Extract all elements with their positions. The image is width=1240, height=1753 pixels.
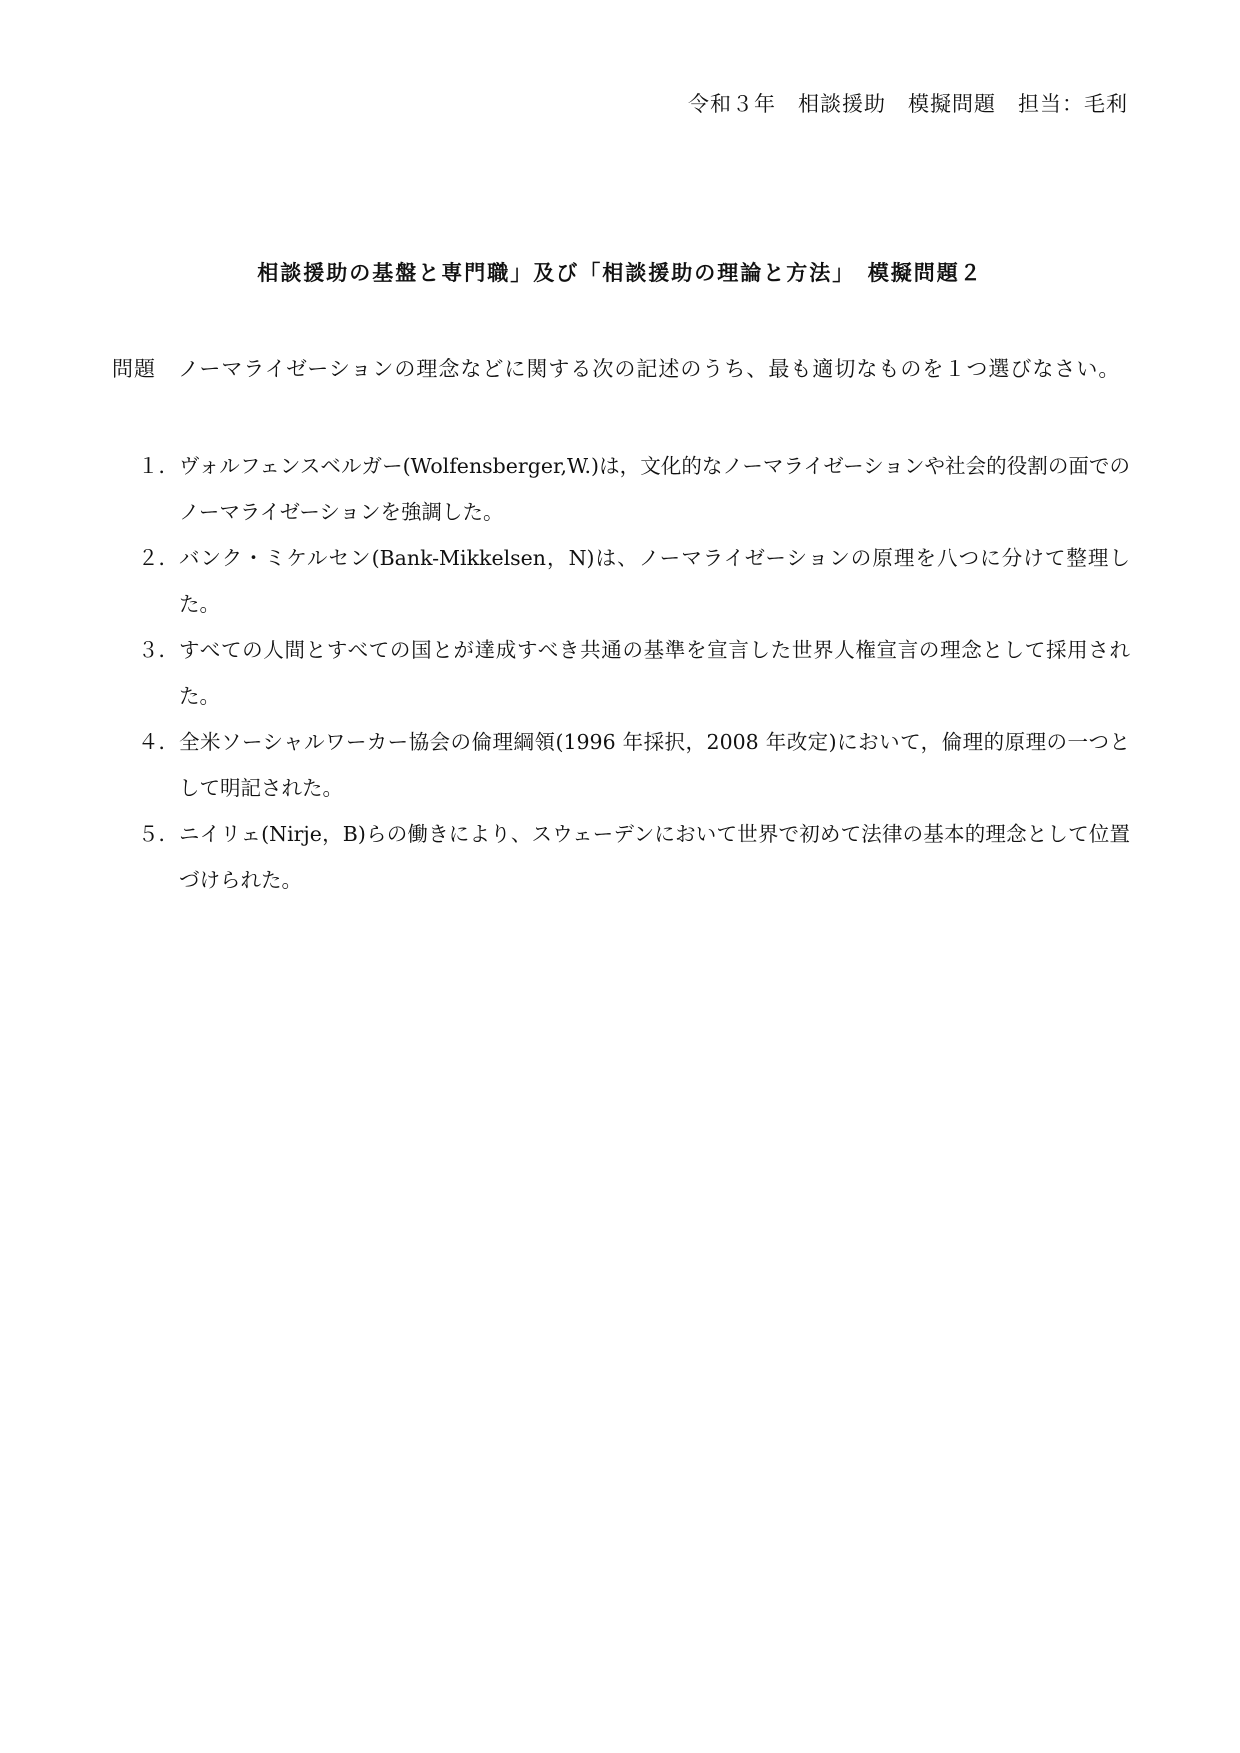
header-course-info: 令和３年 相談援助 模擬問題 担当：毛利 — [688, 92, 1128, 116]
answer-option-2 — [138, 535, 1130, 627]
answer-option-text: すべての人間とすべての国とが達成すべき共通の基準を宣言した世界人権宣言の理念として採用された。 — [179, 638, 1130, 708]
answer-option-text: 全米ソーシャルワーカー協会の倫理綱領(1996 年採択，2008 年改定)において，倫理的原理の一つとして明記された。 — [179, 730, 1130, 800]
answer-option-number: ２． — [138, 546, 179, 570]
answer-option-text: バンク・ミケルセン(Bank-Mikkelsen，N)は、ノーマライゼーションの原理を八つに分けて整理した。 — [179, 546, 1130, 616]
exam-title: 相談援助の基盤と専門職」及び「相談援助の理論と方法」 模擬問題２ — [257, 260, 983, 285]
answer-option-1 — [138, 443, 1130, 535]
question-prompt: 問題 ノーマライゼーションの理念などに関する次の記述のうち、最も適切なものを１つ選びなさい。 — [112, 357, 1121, 381]
answer-option-3 — [138, 627, 1130, 719]
answer-option-number: １． — [138, 454, 179, 478]
answer-option-5 — [138, 811, 1130, 903]
answer-option-number: ３． — [138, 638, 179, 662]
answer-option-text: ニイリェ(Nirje，B)らの働きにより、スウェーデンにおいて世界で初めて法律の基本的理念として位置づけられた。 — [179, 822, 1130, 892]
answer-option-number: ５． — [138, 822, 179, 846]
answer-option-number: ４． — [138, 730, 179, 754]
answer-option-4 — [138, 719, 1130, 811]
answer-options-list — [138, 443, 1130, 903]
answer-option-text: ヴォルフェンスベルガー(Wolfensberger,W.)は，文化的なノーマライゼーションや社会的役割の面でのノーマライゼーションを強調した。 — [179, 454, 1130, 524]
